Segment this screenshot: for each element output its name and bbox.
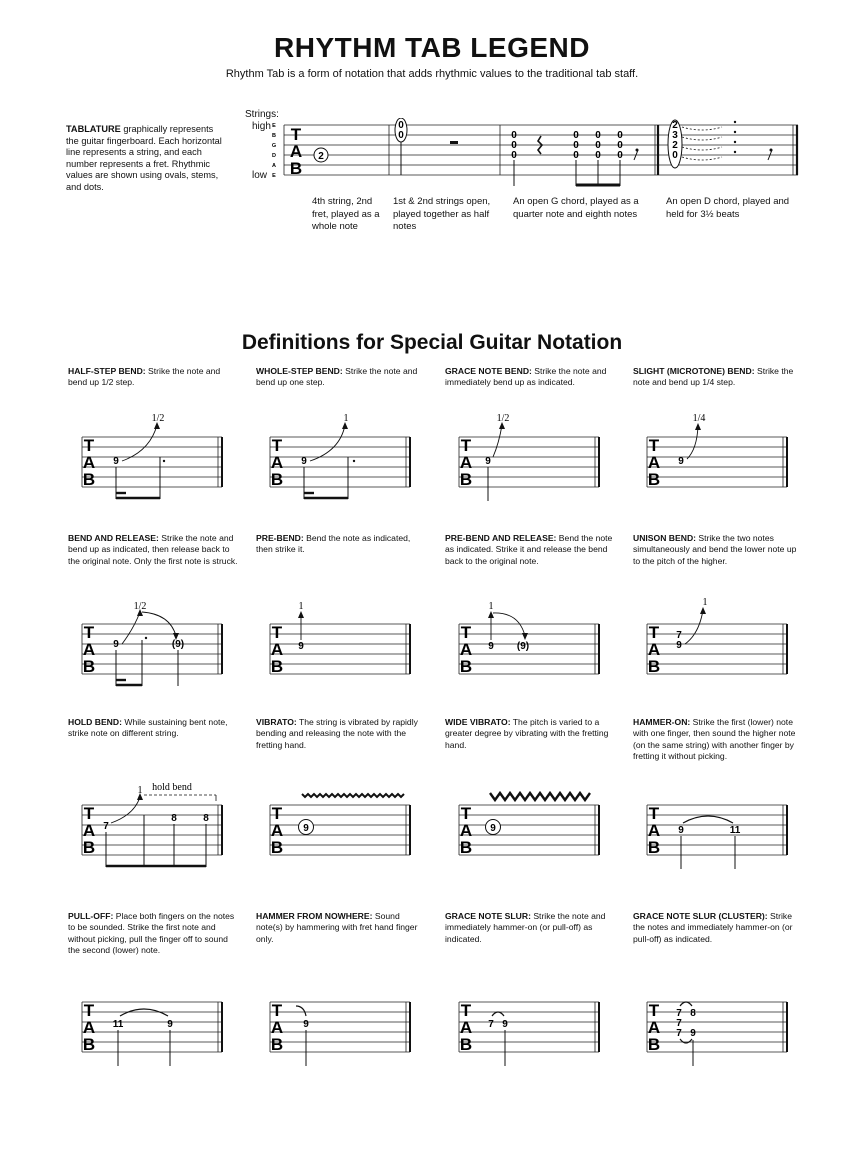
staff-grace-note-bend — [455, 413, 607, 505]
fret-number: 7 — [488, 1019, 494, 1030]
fret-number: 0 — [672, 150, 678, 161]
tab-letter-a: A — [647, 640, 661, 659]
fret-number: 9 — [298, 641, 304, 652]
definition-term: BEND AND RELEASE: — [68, 533, 159, 543]
tab-letter-b: B — [459, 1035, 473, 1054]
tab-letter-b: B — [647, 838, 661, 857]
tab-letter-t: T — [290, 125, 302, 144]
tab-letter-t: T — [271, 804, 283, 823]
fret-number: 9 — [167, 1019, 173, 1030]
tab-letter-b: B — [459, 838, 473, 857]
bend-amount: 1 — [137, 785, 143, 796]
definition-text: Strike the note and bend up as indicated, then release back to the original note. Only the first note is struck. — [68, 533, 238, 566]
tab-letter-b: B — [289, 159, 303, 178]
legend-caption-3: An open G chord, played as a quarter note and eighth notes — [513, 196, 639, 220]
page-title: RHYTHM TAB LEGEND — [274, 32, 590, 63]
definition-term: WHOLE-STEP BEND: — [256, 366, 343, 376]
tablature-term: TABLATURE — [66, 124, 121, 134]
tab-letter-t: T — [648, 436, 660, 455]
definition-term: SLIGHT (MICROTONE) BEND: — [633, 366, 755, 376]
definition-text: Strike the first (lower) note with one finger, then sound the higher note (on the same string) with another finger by fretting it without picking. — [633, 717, 796, 762]
tab-letter-b: B — [647, 470, 661, 489]
half-rest — [450, 141, 458, 144]
fret-number: 8 — [690, 1008, 696, 1019]
fret-number: 0 — [617, 150, 623, 161]
tab-letter-b: B — [82, 657, 96, 676]
fret-number: 8 — [203, 813, 209, 824]
definition-term: GRACE NOTE SLUR (CLUSTER): — [633, 911, 768, 921]
definition-term: UNISON BEND: — [633, 533, 697, 543]
definition-text: While sustaining bent note, strike note on different string. — [68, 717, 228, 739]
staff-grace-cluster — [643, 978, 795, 1068]
definition-term: HALF-STEP BEND: — [68, 366, 146, 376]
fret-number: 7 — [103, 821, 109, 832]
tab-letter-b: B — [82, 470, 96, 489]
definition-text: Strike the note and immediately hammer-on (or pull-off) as indicated. — [445, 911, 606, 944]
definition-whole-step-bend — [256, 366, 426, 389]
tab-letter-b: B — [459, 470, 473, 489]
low-label: low — [252, 170, 268, 181]
bend-amount: 1/2 — [133, 601, 147, 612]
definition-hammer-nowhere — [256, 911, 426, 945]
tab-letter-a: A — [647, 821, 661, 840]
staff-hammer-on — [643, 777, 795, 871]
tab-letter-b: B — [82, 838, 96, 857]
fret-number: 0 — [511, 140, 517, 151]
tab-letter-a: A — [459, 640, 473, 659]
slur — [683, 816, 733, 823]
wide-vibrato-symbol — [490, 793, 590, 800]
tab-letter-t: T — [83, 1001, 95, 1020]
string-name: G — [271, 143, 277, 149]
staff-wide-vibrato — [455, 777, 607, 871]
definition-hammer-on — [633, 717, 803, 763]
tab-letter-a: A — [647, 1018, 661, 1037]
tab-letter-a: A — [82, 821, 96, 840]
tab-letter-a: A — [459, 453, 473, 472]
bend-arrow — [685, 610, 703, 644]
legend-staff — [270, 118, 810, 198]
fret-number: 9 — [676, 640, 682, 651]
legend-caption-1: 4th string, 2nd fret, played as a whole note — [312, 196, 380, 232]
staff-hammer-nowhere — [266, 978, 418, 1068]
bend-arrow — [687, 426, 698, 459]
definition-pull-off — [68, 911, 238, 957]
definition-text: The pitch is varied to a greater degree by vibrating with the fretting hand. — [445, 717, 609, 750]
bend-amount: 1 — [343, 413, 349, 424]
tab-letter-b: B — [82, 1035, 96, 1054]
definition-text: Strike the note and immediately bend up as indicated. — [445, 366, 607, 388]
tab-letter-t: T — [83, 623, 95, 642]
fret-number: 11 — [729, 825, 741, 836]
page-subtitle: Rhythm Tab is a form of notation that adds rhythmic values to the traditional tab staff. — [225, 68, 639, 80]
bend-amount: 1/2 — [496, 413, 510, 424]
definition-wide-vibrato — [445, 717, 615, 751]
string-name: A — [272, 163, 276, 169]
staff-unison-bend — [643, 596, 795, 692]
definition-text: Bend the note as indicated, then strike it. — [256, 533, 411, 555]
slur — [680, 1002, 692, 1006]
strings-label: Strings: — [245, 109, 279, 120]
fret-number: 0 — [511, 130, 517, 141]
fret-number: 9 — [485, 456, 491, 467]
bend-amount: 1 — [488, 601, 494, 612]
tab-letter-t: T — [83, 804, 95, 823]
tab-letter-t: T — [648, 623, 660, 642]
tab-letter-t: T — [83, 436, 95, 455]
tablature-description — [66, 124, 226, 193]
tab-letter-a: A — [270, 453, 284, 472]
bend-arrow — [310, 425, 345, 461]
tab-letter-a: A — [82, 640, 96, 659]
bend-arrow — [122, 612, 140, 644]
definition-term: VIBRATO: — [256, 717, 297, 727]
fret-number: 7 — [676, 1008, 682, 1019]
fret-number: 9 — [490, 823, 496, 834]
definition-term: HAMMER FROM NOWHERE: — [256, 911, 373, 921]
fret-number: 9 — [303, 823, 309, 834]
bend-amount: 1 — [298, 601, 304, 612]
vibrato-symbol — [302, 794, 404, 797]
definition-half-step-bend — [68, 366, 238, 389]
definition-text: Sound note(s) by hammering with fret hand finger only. — [256, 911, 418, 944]
slur — [120, 1009, 168, 1016]
section-title: Definitions for Special Guitar Notation — [241, 331, 623, 354]
staff-half-step-bend — [78, 413, 230, 505]
tab-letter-t: T — [271, 623, 283, 642]
tab-letter-b: B — [647, 657, 661, 676]
tab-letter-a: A — [82, 453, 96, 472]
tab-letter-a: A — [270, 640, 284, 659]
staff-pre-bend-release — [455, 600, 607, 692]
fret-number: 2 — [672, 120, 678, 131]
string-name: E — [272, 173, 276, 179]
string-name: E — [272, 123, 276, 129]
tab-letter-b: B — [270, 1035, 284, 1054]
fret-number: 0 — [617, 130, 623, 141]
definition-text: Strike the note and bend up 1/4 step. — [633, 366, 794, 388]
tab-letter-a: A — [82, 1018, 96, 1037]
fret-number: 0 — [398, 130, 404, 141]
definition-term: PRE-BEND: — [256, 533, 304, 543]
definition-microtone-bend — [633, 366, 803, 389]
definition-grace-note-bend — [445, 366, 615, 389]
staff-whole-step-bend — [266, 413, 418, 505]
tab-letter-t: T — [460, 436, 472, 455]
string-name: D — [272, 153, 276, 159]
tab-letter-t: T — [271, 1001, 283, 1020]
staff-microtone-bend — [643, 413, 795, 505]
definition-text: The string is vibrated by rapidly bending and releasing the note with the fretting hand. — [256, 717, 418, 750]
fret-number: 7 — [676, 1028, 682, 1039]
tab-letter-t: T — [460, 1001, 472, 1020]
definition-text: Strike the note and bend up one step. — [256, 366, 418, 388]
staff-pre-bend — [266, 600, 418, 692]
fret-number: 0 — [617, 140, 623, 151]
definition-text: Strike the two notes simultaneously and bend the lower note up to the pitch of the higher. — [633, 533, 797, 566]
definition-text: Strike the note and bend up 1/2 step. — [68, 366, 221, 388]
tab-letter-b: B — [647, 1035, 661, 1054]
definition-term: PRE-BEND AND RELEASE: — [445, 533, 557, 543]
bend-amount: 1 — [702, 597, 708, 608]
fret-number: 0 — [595, 150, 601, 161]
bend-arrow — [493, 425, 502, 457]
fret-number: 3 — [672, 130, 678, 141]
fret-number: 9 — [690, 1028, 696, 1039]
fret-number: 0 — [573, 140, 579, 151]
definition-text: Place both fingers on the notes to be sounded. Strike the first note and without picking, pull the finger off to sound the second (lower) note. — [68, 911, 235, 956]
legend-caption-4: An open D chord, played and held for 3½ beats — [666, 196, 790, 220]
fret-number: 9 — [488, 641, 494, 652]
tab-letter-b: B — [459, 657, 473, 676]
bend-arrow — [122, 425, 157, 461]
arrow-head — [695, 423, 701, 430]
tab-letter-b: B — [270, 470, 284, 489]
fret-number: 0 — [595, 140, 601, 151]
bend-amount: 1/4 — [692, 413, 706, 424]
fret-number: 8 — [171, 813, 177, 824]
definition-hold-bend — [68, 717, 238, 740]
release-arrow — [493, 613, 525, 636]
fret-number: 0 — [398, 120, 404, 131]
fret-number: 7 — [676, 1018, 682, 1029]
definition-text: Strike the notes and immediately hammer-on (or pull-off) as indicated. — [633, 911, 793, 944]
tab-letter-a: A — [270, 821, 284, 840]
definition-bend-release — [68, 533, 238, 567]
slur — [296, 1006, 306, 1016]
slur — [492, 1012, 504, 1016]
fret-number: 0 — [595, 130, 601, 141]
definition-term: HOLD BEND: — [68, 717, 122, 727]
high-label: high — [252, 121, 271, 132]
tab-letter-t: T — [648, 1001, 660, 1020]
definition-term: HAMMER-ON: — [633, 717, 691, 727]
bend-amount: 1/2 — [151, 413, 165, 424]
fret-number: 2 — [318, 151, 324, 162]
definition-unison-bend — [633, 533, 803, 567]
staff-hold-bend — [78, 777, 230, 871]
bend-arrow — [111, 797, 140, 823]
tab-letter-a: A — [270, 1018, 284, 1037]
hold-bend-label: hold bend — [152, 782, 192, 793]
definition-pre-bend-release — [445, 533, 615, 567]
fret-number: 9 — [113, 639, 119, 650]
fret-number: 2 — [672, 140, 678, 151]
tab-letter-t: T — [648, 804, 660, 823]
tab-letter-b: B — [270, 657, 284, 676]
definition-grace-cluster — [633, 911, 803, 945]
definition-text: Bend the note as indicated. Strike it and release the bend back to the original note. — [445, 533, 613, 566]
fret-number: 9 — [678, 456, 684, 467]
tab-letter-a: A — [289, 142, 303, 161]
fret-number: 9 — [113, 456, 119, 467]
definition-term: GRACE NOTE SLUR: — [445, 911, 531, 921]
fret-number: 7 — [676, 630, 682, 641]
staff-pull-off — [78, 978, 230, 1068]
fret-number: 0 — [573, 150, 579, 161]
release-fret: (9) — [516, 641, 530, 652]
tab-letter-t: T — [271, 436, 283, 455]
definition-term: WIDE VIBRATO: — [445, 717, 511, 727]
fret-number: 9 — [502, 1019, 508, 1030]
definition-term: GRACE NOTE BEND: — [445, 366, 532, 376]
fret-number: 0 — [573, 130, 579, 141]
tablature-text: graphically represents the guitar fingerboard. Each horizontal line represents a string, and each number represents a fret. Rhythmic values are shown using ovals, stems, and dots. — [66, 124, 222, 192]
fret-number: 11 — [112, 1019, 124, 1030]
legend-caption-2: 1st & 2nd strings open, played together as half notes — [393, 196, 491, 232]
release-fret: (9) — [171, 639, 185, 650]
staff-grace-slur — [455, 978, 607, 1068]
string-name: B — [272, 133, 276, 139]
definition-term: PULL-OFF: — [68, 911, 114, 921]
fret-number: 9 — [678, 825, 684, 836]
definition-vibrato — [256, 717, 426, 751]
tab-letter-t: T — [460, 804, 472, 823]
tab-letter-b: B — [270, 838, 284, 857]
fret-number: 9 — [301, 456, 307, 467]
fret-number: 0 — [511, 150, 517, 161]
staff-bend-release — [78, 600, 230, 692]
definition-grace-slur — [445, 911, 615, 945]
staff-vibrato — [266, 777, 418, 871]
tab-letter-a: A — [459, 1018, 473, 1037]
slur — [680, 1039, 692, 1043]
tab-letter-a: A — [647, 453, 661, 472]
definition-pre-bend — [256, 533, 426, 556]
tab-letter-t: T — [460, 623, 472, 642]
tab-letter-a: A — [459, 821, 473, 840]
fret-number: 9 — [303, 1019, 309, 1030]
